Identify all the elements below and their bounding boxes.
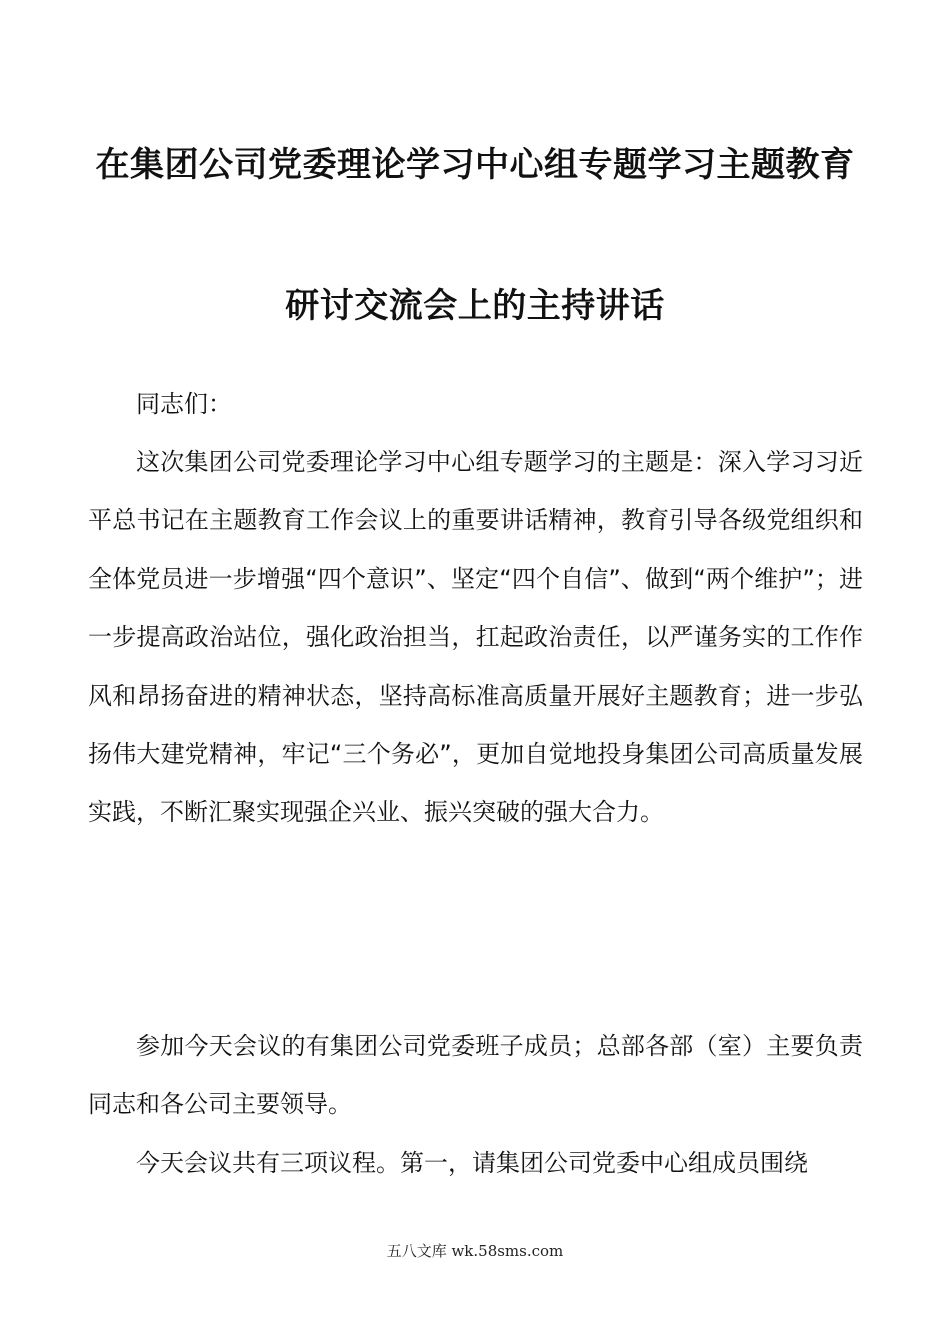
document-title-line-2: 研讨交流会上的主持讲话 xyxy=(285,286,665,326)
paragraph-greeting: 同志们： xyxy=(136,390,232,418)
footer-watermark: 五八文库 wk.58sms.com xyxy=(386,1242,564,1260)
paragraph-attendees: 参加今天会议的有集团公司党委班子成员；总部各部（室）主要负责同志和各公司主要领导。 xyxy=(88,1032,863,1119)
document-title-line-1: 在集团公司党委理论学习中心组专题学习主题教育 xyxy=(95,145,855,185)
paragraph-theme: 这次集团公司党委理论学习中心组专题学习的主题是：深入学习习近平总书记在主题教育工作会议上的重要讲话精神，教育引导各级党组织和全体党员进一步增强“四个意识”、坚定“四个自信”、做到“两个维护”；进一步提高政治站位，强化政治担当，扛起政治责任，以严谨务实的工作作风和昂扬奋进的精神状态，坚持高标准高质量开展好主题教育；进一步弘扬伟大建党精神，牢记“三个务必”，更加自觉地投身集团公司高质量发展实践，不断汇聚实现强企兴业、振兴突破的强大合力。 xyxy=(88,448,863,827)
paragraph-agenda: 今天会议共有三项议程。第一，请集团公司党委中心组成员围绕 xyxy=(136,1149,808,1177)
